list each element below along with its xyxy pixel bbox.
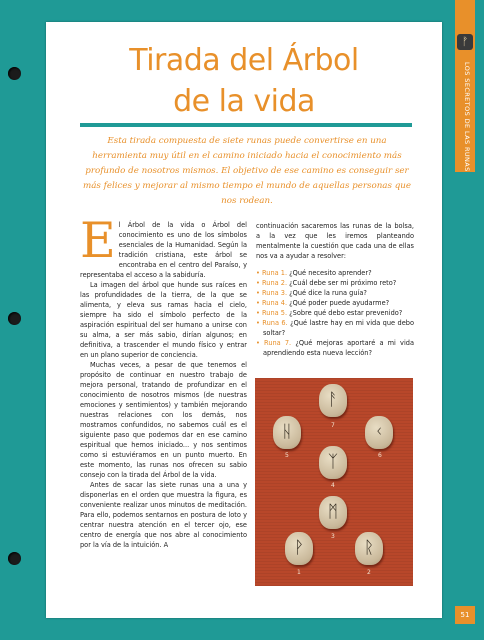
rune-label: • Runa 5. [256,309,288,317]
rune-question-item [256,298,414,308]
stone-number: 5 [285,452,289,459]
stone-number: 2 [367,569,371,576]
rune-stone-2: ᚱ [355,532,383,565]
rune-stone-4: ᛉ [319,446,347,479]
rune-stone-1: ᚹ [285,532,313,565]
rune-label: • Runa 3. [256,289,288,297]
body-column-left [80,212,247,590]
rune-stone-7: ᚨ [319,384,347,417]
stone-number: 1 [297,569,301,576]
stone-number: 4 [331,482,335,489]
rune-question: ¿Qué poder puede ayudarme? [289,299,390,307]
rune-question-item [256,278,414,288]
rune-question-item [256,308,414,318]
rune-stone-5: ᚺ [273,416,301,449]
body-paragraph: continuación sacaremos las runas de la bolsa, a la vez que les iremos planteando mentalmente la cuestión que cada una de ellas nos va a ayudar a resolver: [256,222,414,260]
rune-question-item [256,288,414,298]
section-label: LOS SECRETOS DE LAS RUNAS [463,62,471,172]
rune-label: • Runa 1. [256,269,288,277]
punch-hole [8,312,21,325]
stone-number: 7 [331,422,335,429]
intro-paragraph: Esta tirada compuesta de siete runas puede convertirse en una herramienta muy útil en el camino iniciado hacia el conocimiento más profundo de nosotros mismos. El objetivo de ese camino es conseguir ser más felices y mejorar al mismo tiempo el mundo de aquellas personas que nos rodean. [82,136,412,206]
rune-question: ¿Cuál debe ser mi próximo reto? [289,279,397,287]
rune-icon: ᚠ [457,34,473,50]
rune-question-list [256,268,414,358]
rune-layout-photo [255,378,413,586]
rune-question-item [256,318,414,338]
rune-question-item [256,338,414,358]
body-paragraph: Antes de sacar las siete runas una a una y disponerlas en el orden que muestra la figura, es conveniente realizar unos minutos de meditación. Para ello, podemos sentarnos en postura de loto y centrar nuestra atención en el tercer ojo, ese centro de energía que nos abre al conocimiento por la vía de la intuición. A [80,481,247,549]
punch-hole [8,67,21,80]
drop-cap: E [80,212,116,269]
section-sidebar [455,0,475,640]
body-paragraph: Muchas veces, a pesar de que tenemos el propósito de continuar en nuestro trabajo de mejora personal, tratando de profundizar en el conocimiento de nosotros mismos (de nuestras emociones y sentimientos) y también mejorando nuestras relaciones con los demás, nos mostramos confundidos, no sabemos cuál es el siguiente paso que podemos dar en ese camino espiritual que hemos iniciado... y nos sentimos como si estuviéramos en un punto muerto. En este momento, las runas nos ofrecen su sabio consejo con la tirada del Árbol de la vida. [80,361,247,479]
stone-number: 3 [331,533,335,540]
body-paragraph: La imagen del árbol que hunde sus raíces en las profundidades de la tierra, de la que se alimenta, y eleva sus ramas hacia el cielo, siempre ha sido el símbolo perfecto de la aspiración espiritual del ser humano a unirse con su alma, a ser más sabio, dirían algunos; en definitiva, a trascender el mundo físico y entrar en un plano superior de conciencia. [80,281,247,359]
rune-question-item [256,268,414,278]
rune-stone-6: ᚲ [365,416,393,449]
stone-number: 6 [378,452,382,459]
rune-label: • Runa 4. [256,299,288,307]
rune-question: ¿Sobre qué debo estar prevenido? [289,309,403,317]
punch-hole [8,552,21,565]
page-title [46,40,442,122]
title-line-2: de la vida [173,84,315,119]
rune-question: ¿Qué dice la runa guía? [289,289,367,297]
rune-label: • Runa 6. [256,319,288,327]
rune-label: • Runa 2. [256,279,288,287]
rune-label: • Runa 7. [256,339,292,347]
rune-stone-3: ᛗ [319,496,347,529]
title-line-1: Tirada del Árbol [129,43,359,78]
body-paragraph: l Árbol de la vida o Árbol del conocimiento es uno de los símbolos esenciales de la Humanidad. Según la tradición cristiana, este árbol se encontraba en el centro del Paraíso, y representaba el acceso a la sabiduría. [80,221,247,279]
rune-question: ¿Qué lastre hay en mi vida que debo soltar? [263,319,414,337]
rune-question: ¿Qué necesito aprender? [289,269,372,277]
body-column-right [256,221,414,361]
rune-question: ¿Qué mejoras aportaré a mi vida aprendiendo esta nueva lección? [263,339,414,357]
page-number: 51 [455,606,475,624]
title-divider [80,123,412,127]
